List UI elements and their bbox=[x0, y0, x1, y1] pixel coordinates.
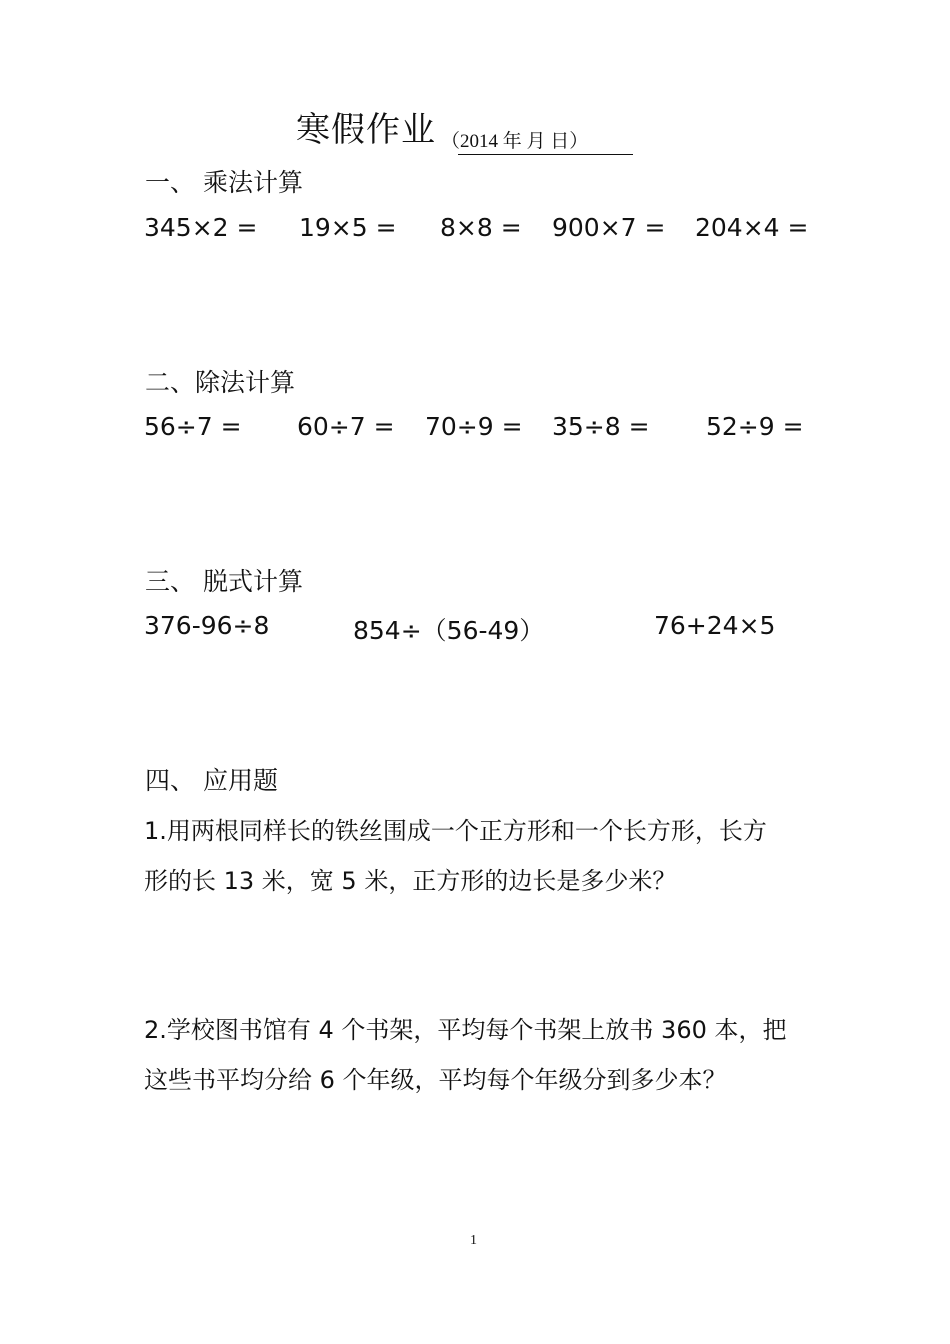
problem-item: 19×5 = bbox=[299, 213, 397, 242]
problem-item: 56÷7 = bbox=[144, 412, 242, 441]
section-heading-multiplication: 一、 乘法计算 bbox=[145, 168, 303, 197]
problem-item: 204×4 = bbox=[695, 213, 809, 242]
word-problem-1-line1: 1.用两根同样长的铁丝围成一个正方形和一个长方形，长方 bbox=[144, 817, 767, 845]
problem-item: 76+24×5 bbox=[654, 611, 776, 640]
section-heading-step-calculation: 三、 脱式计算 bbox=[145, 567, 303, 596]
problem-item: 52÷9 = bbox=[706, 412, 804, 441]
page-title: 寒假作业 bbox=[296, 110, 436, 150]
date-field: （2014 年 月 日） bbox=[441, 131, 589, 152]
word-problem-2-line1: 2.学校图书馆有 4 个书架，平均每个书架上放书 360 本，把 bbox=[144, 1016, 787, 1044]
problem-item: 8×8 = bbox=[440, 213, 522, 242]
problem-item: 376-96÷8 bbox=[144, 611, 270, 640]
problem-item: 60÷7 = bbox=[297, 412, 395, 441]
problem-item: 70÷9 = bbox=[425, 412, 523, 441]
problem-item: 900×7 = bbox=[552, 213, 666, 242]
page-number: 1 bbox=[470, 1233, 477, 1248]
problem-item: 345×2 = bbox=[144, 213, 258, 242]
date-underline bbox=[458, 154, 633, 155]
section-heading-word-problems: 四、 应用题 bbox=[145, 766, 278, 795]
word-problem-2-line2: 这些书平均分给 6 个年级，平均每个年级分到多少本？ bbox=[144, 1066, 727, 1094]
problem-item: 35÷8 = bbox=[552, 412, 650, 441]
section-heading-division: 二、除法计算 bbox=[145, 368, 296, 397]
word-problem-1-line2: 形的长 13 米，宽 5 米，正方形的边长是多少米？ bbox=[144, 867, 677, 895]
problem-item: 854÷（56-49） bbox=[353, 616, 545, 645]
